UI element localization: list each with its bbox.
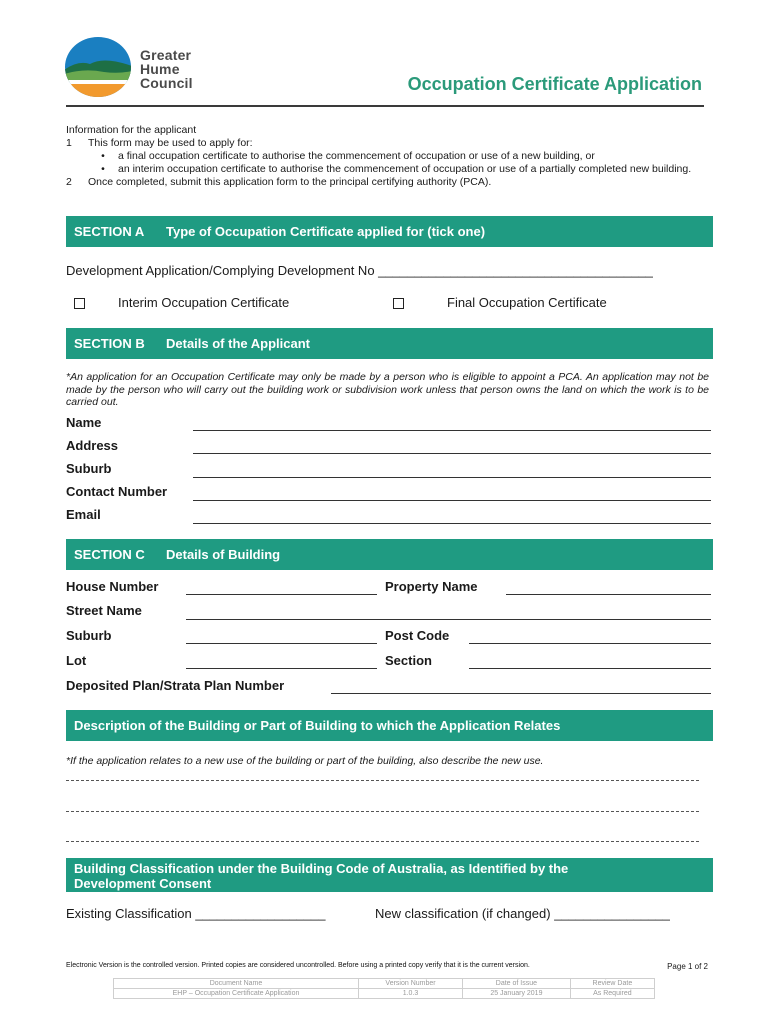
section-a-title: Type of Occupation Certificate applied for (tick one) xyxy=(166,224,486,239)
controlled-version-note: Electronic Version is the controlled version. Printed copies are considered uncontrolled. Before using a printed copy verify that it is the current version. xyxy=(66,962,530,969)
version-value: 1.0.3 xyxy=(359,989,463,999)
deposited-plan-label: Deposited Plan/Strata Plan Number xyxy=(66,678,285,693)
da-number-field[interactable]: Development Application/Complying Development No ______________________________________ xyxy=(66,263,653,278)
brand-line-2: Hume xyxy=(140,61,180,77)
street-name-label: Street Name xyxy=(66,603,142,618)
table-row xyxy=(114,989,655,999)
section-c-header xyxy=(66,539,713,570)
council-name xyxy=(140,48,193,90)
section-a-header xyxy=(66,216,713,247)
doc-name-header: Document Name xyxy=(114,979,359,989)
contact-number-label: Contact Number xyxy=(66,484,168,499)
page-number: Page 1 of 2 xyxy=(667,962,708,971)
name-input[interactable] xyxy=(193,430,711,431)
council-logo xyxy=(64,36,132,98)
section-b-label: SECTION B xyxy=(74,336,145,351)
house-number-input[interactable] xyxy=(186,594,377,595)
bullet-item xyxy=(66,150,706,163)
interim-option-label: Interim Occupation Certificate xyxy=(118,295,290,310)
table-row xyxy=(114,979,655,989)
title-divider xyxy=(66,105,704,107)
property-name-input[interactable] xyxy=(506,594,711,595)
section-a-label: SECTION A xyxy=(74,224,145,239)
final-option-label: Final Occupation Certificate xyxy=(447,295,607,310)
description-line-1[interactable] xyxy=(66,780,699,781)
bullet-text: an interim occupation certificate to authorise the commencement of occupation or use of a partially completed new building. xyxy=(118,163,692,175)
classification-title-line-2: Development Consent xyxy=(74,876,212,891)
description-line-3[interactable] xyxy=(66,841,699,842)
new-classification-field[interactable]: New classification (if changed) ________________ xyxy=(375,906,670,921)
date-issue-value: 25 January 2019 xyxy=(463,989,571,999)
doc-name-value: EHP – Occupation Certificate Application xyxy=(114,989,359,999)
building-suburb-label: Suburb xyxy=(66,628,112,643)
name-label: Name xyxy=(66,415,102,430)
info-item-1 xyxy=(66,137,706,150)
section-b-title: Details of the Applicant xyxy=(166,336,310,351)
bullet-icon: • xyxy=(101,150,105,162)
checkbox-icon xyxy=(74,298,85,309)
date-issue-header: Date of Issue xyxy=(463,979,571,989)
info-heading: Information for the applicant xyxy=(66,124,197,136)
checkbox-icon xyxy=(393,298,404,309)
section-label: Section xyxy=(385,653,432,668)
review-date-header: Review Date xyxy=(570,979,654,989)
street-name-input[interactable] xyxy=(186,619,711,620)
house-number-label: House Number xyxy=(66,579,159,594)
building-suburb-input[interactable] xyxy=(186,643,377,644)
bullet-item xyxy=(66,163,706,176)
lot-input[interactable] xyxy=(186,668,377,669)
applicant-information xyxy=(66,124,706,189)
description-line-2[interactable] xyxy=(66,811,699,812)
email-label: Email xyxy=(66,507,101,522)
deposited-plan-input[interactable] xyxy=(331,693,711,694)
address-label: Address xyxy=(66,438,119,453)
final-checkbox[interactable] xyxy=(393,295,404,310)
suburb-label: Suburb xyxy=(66,461,112,476)
document-control-table xyxy=(113,978,655,999)
address-input[interactable] xyxy=(193,453,711,454)
property-name-label: Property Name xyxy=(385,579,478,594)
suburb-input[interactable] xyxy=(193,477,711,478)
contact-number-input[interactable] xyxy=(193,500,711,501)
item-text: This form may be used to apply for: xyxy=(88,137,253,149)
classification-title-line-1: Building Classification under the Building Code of Australia, as Identified by the xyxy=(74,861,569,876)
version-header: Version Number xyxy=(359,979,463,989)
item-number: 1 xyxy=(66,137,72,149)
lot-label: Lot xyxy=(66,653,87,668)
item-number: 2 xyxy=(66,176,72,188)
email-input[interactable] xyxy=(193,523,711,524)
section-c-title: Details of Building xyxy=(166,547,281,562)
post-code-input[interactable] xyxy=(469,643,711,644)
section-input[interactable] xyxy=(469,668,711,669)
applicant-eligibility-note: *An application for an Occupation Certificate may only be made by a person who is eligible to appoint a PCA. An application may not be made by the person who will carry out the building work or subdivision work unless that person owns the land on which the work is to be carried out. xyxy=(66,371,709,408)
page-title: Occupation Certificate Application xyxy=(407,74,702,94)
review-date-value: As Required xyxy=(570,989,654,999)
section-b-header xyxy=(66,328,713,359)
section-c-label: SECTION C xyxy=(74,547,145,562)
existing-classification-field[interactable]: Existing Classification __________________ xyxy=(66,906,326,921)
description-header: Description of the Building or Part of Building to which the Application Relates xyxy=(66,710,713,741)
brand-line-1: Greater xyxy=(140,47,192,63)
brand-line-3: Council xyxy=(140,75,193,91)
info-item-2 xyxy=(66,176,706,189)
description-note: *If the application relates to a new use of the building or part of the building, also describe the new use. xyxy=(66,755,544,767)
classification-header xyxy=(66,858,713,892)
interim-checkbox[interactable] xyxy=(74,295,85,310)
bullet-icon: • xyxy=(101,163,105,175)
bullet-text: a final occupation certificate to authorise the commencement of occupation or use of a new building, or xyxy=(118,150,595,162)
post-code-label: Post Code xyxy=(385,628,450,643)
item-text: Once completed, submit this application form to the principal certifying authority (PCA). xyxy=(88,176,492,188)
